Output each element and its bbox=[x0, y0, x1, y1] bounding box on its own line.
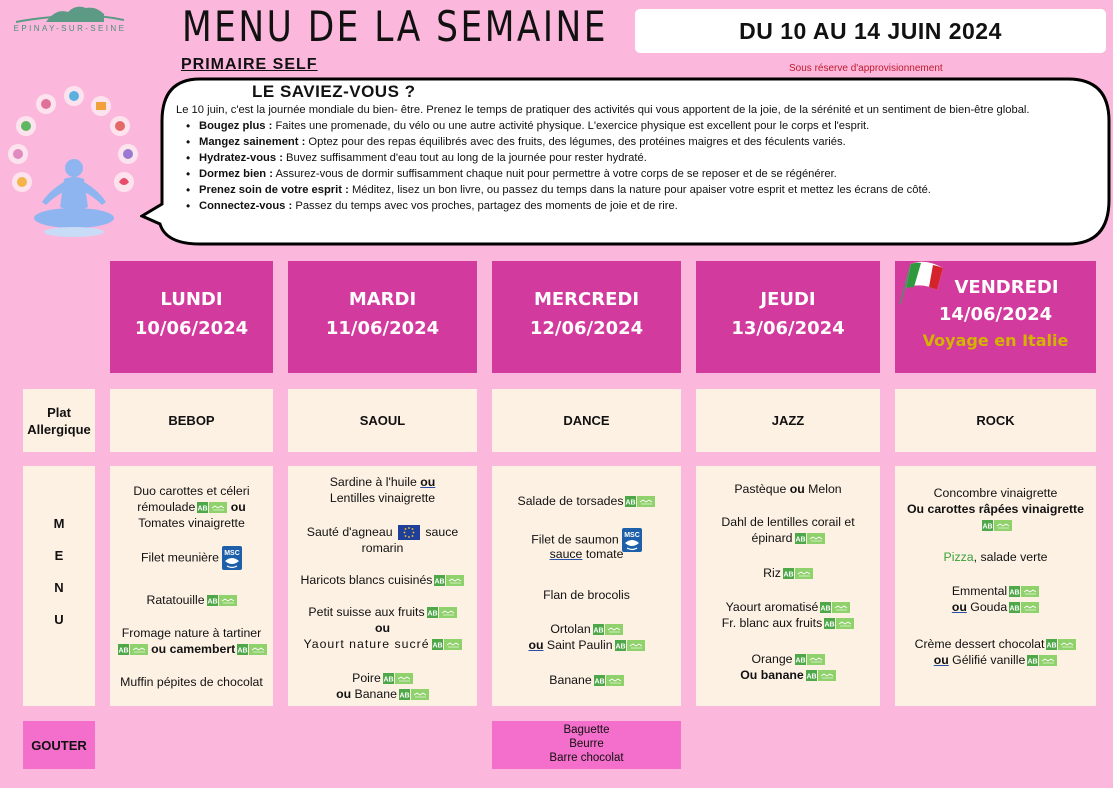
menu-item: Dahl de lentilles corail et épinard bbox=[721, 515, 855, 545]
tip-item: • Connectez-vous : Passez du temps avec vos proches, partagez des moments de joie et de rire. bbox=[186, 198, 1086, 214]
ab-organic-label-icon bbox=[625, 496, 655, 507]
day-header-lundi: LUNDI 10/06/2024 bbox=[110, 261, 273, 373]
ab-organic-label-icon bbox=[383, 673, 413, 684]
menu-item: Ortolan ou Saint Paulin bbox=[492, 621, 681, 653]
msc-label-icon bbox=[222, 546, 242, 570]
gouter-row-label: GOUTER bbox=[23, 721, 95, 769]
menu-item: Filet meunière bbox=[110, 546, 273, 570]
allergy-dish-vendredi: ROCK bbox=[895, 389, 1096, 452]
ab-organic-label-icon bbox=[432, 639, 462, 650]
menu-item: Banane bbox=[492, 672, 681, 688]
menu-item: Concombre vinaigrette Ou carottes râpées vinaigrette bbox=[895, 485, 1096, 533]
allergy-dish-mercredi: DANCE bbox=[492, 389, 681, 452]
ab-organic-label-icon bbox=[824, 618, 854, 629]
info-intro: Le 10 juin, c'est la journée mondiale du bien- être. Prenez le temps de pratiquer des activités qui vous apportent de la joie, de la sérénité et un sentiment de bien-être global. bbox=[176, 104, 1030, 116]
ab-organic-label-icon bbox=[594, 675, 624, 686]
menu-item: Sauté d'agneau sauce romarin bbox=[306, 525, 459, 556]
gouter-mercredi: Baguette Beurre Barre chocolat bbox=[492, 721, 681, 769]
ab-organic-label-icon bbox=[197, 502, 227, 513]
tip-item: • Hydratez-vous : Buvez suffisamment d'eau tout au long de la journée pour rester hydraté. bbox=[186, 150, 1086, 166]
ab-organic-label-icon bbox=[806, 670, 836, 681]
ab-organic-label-icon bbox=[237, 644, 267, 655]
ab-organic-label-icon bbox=[1027, 655, 1057, 666]
menu-mardi bbox=[288, 466, 477, 706]
menu-item: Haricots blancs cuisinés bbox=[288, 572, 477, 588]
date-range: DU 10 AU 14 JUIN 2024 bbox=[635, 9, 1106, 53]
menu-item: Filet de saumon sauce tomate bbox=[492, 528, 681, 562]
menu-mercredi bbox=[492, 466, 681, 706]
menu-item: Salade de torsades bbox=[492, 493, 681, 509]
logo-text: EPINAY-SUR-SEINE bbox=[13, 24, 127, 33]
msc-label-icon bbox=[622, 528, 642, 552]
menu-item: Duo carottes et céleri rémoulade ou Tomates vinaigrette bbox=[133, 484, 250, 530]
ab-organic-label-icon bbox=[1009, 602, 1039, 613]
ab-organic-label-icon bbox=[795, 654, 825, 665]
menu-item: Riz bbox=[696, 565, 880, 581]
menu-lundi bbox=[110, 466, 273, 706]
ab-organic-label-icon bbox=[399, 689, 429, 700]
ab-organic-label-icon bbox=[118, 644, 148, 655]
day-header-vendredi: VENDREDI 14/06/2024 Voyage en Italie bbox=[895, 261, 1096, 373]
menu-vendredi bbox=[895, 466, 1096, 706]
menu-item: Crème dessert chocolat ou Gélifié vanille bbox=[895, 636, 1096, 668]
logo-hills-icon bbox=[6, 2, 134, 24]
ab-organic-label-icon bbox=[1009, 586, 1039, 597]
ab-organic-label-icon bbox=[820, 602, 850, 613]
ab-organic-label-icon bbox=[982, 520, 1012, 531]
ab-organic-label-icon bbox=[427, 607, 457, 618]
tip-item: • Mangez sainement : Optez pour des repas équilibrés avec des fruits, des légumes, des protéines maigres et des féculents variés. bbox=[186, 134, 1086, 150]
menu-item: Yaourt aromatisé Fr. blanc aux fruits bbox=[696, 599, 880, 631]
allergy-dish-mardi: SAOUL bbox=[288, 389, 477, 452]
menu-row-label: M E N U bbox=[23, 466, 95, 706]
menu-item: Muffin pépites de chocolat bbox=[120, 675, 263, 689]
tip-item: • Dormez bien : Assurez-vous de dormir suffisamment chaque nuit pour permettre à votre corps de se reposer et de se régénérer. bbox=[186, 166, 1086, 182]
page-title: MENU DE LA SEMAINE bbox=[182, 2, 608, 51]
menu-item: Orange Ou banane bbox=[696, 651, 880, 683]
day-header-mercredi: MERCREDI 12/06/2024 bbox=[492, 261, 681, 373]
tips-list bbox=[186, 118, 1086, 214]
ab-organic-label-icon bbox=[593, 624, 623, 635]
friday-theme: Voyage en Italie bbox=[922, 331, 1069, 350]
menu-jeudi bbox=[696, 466, 880, 706]
city-logo bbox=[6, 2, 134, 36]
day-header-mardi: MARDI 11/06/2024 bbox=[288, 261, 477, 373]
allergy-row-label: Plat Allergique bbox=[23, 389, 95, 452]
menu-item: Flan de brocolis bbox=[543, 588, 630, 602]
supply-note: Sous réserve d'approvisionnement bbox=[789, 63, 943, 74]
allergy-dish-jeudi: JAZZ bbox=[696, 389, 880, 452]
menu-item: Sardine à l'huile ou Lentilles vinaigrette bbox=[329, 475, 436, 505]
menu-item: Pizza, salade verte bbox=[943, 550, 1048, 564]
ab-organic-label-icon bbox=[1046, 639, 1076, 650]
info-title: LE SAVIEZ-VOUS ? bbox=[252, 82, 416, 101]
tip-item: • Bougez plus : Faites une promenade, du vélo ou une autre activité physique. L'exercice physique est excellent pour le corps et l'esprit. bbox=[186, 118, 1086, 134]
menu-item: Emmental ou Gouda bbox=[895, 583, 1096, 615]
page-subtitle: PRIMAIRE SELF bbox=[181, 56, 318, 73]
info-bubble bbox=[140, 76, 1112, 248]
ab-organic-label-icon bbox=[207, 595, 237, 606]
menu-item: Fromage nature à tartiner ou camembert bbox=[110, 625, 273, 657]
ab-organic-label-icon bbox=[795, 533, 825, 544]
menu-item: Poire ou Banane bbox=[288, 670, 477, 702]
menu-item: Ratatouille bbox=[110, 592, 273, 608]
allergy-dish-lundi: BEBOP bbox=[110, 389, 273, 452]
day-header-jeudi: JEUDI 13/06/2024 bbox=[696, 261, 880, 373]
meditating-person-icon bbox=[34, 159, 114, 237]
italy-flag-icon bbox=[897, 258, 947, 306]
menu-item: Petit suisse aux fruits ou Yaourt nature sucré bbox=[288, 604, 477, 652]
ab-organic-label-icon bbox=[615, 640, 645, 651]
ab-organic-label-icon bbox=[783, 568, 813, 579]
eu-flag-icon bbox=[398, 525, 420, 540]
menu-item: Pastèque ou Melon bbox=[734, 482, 842, 496]
meditation-illustration bbox=[4, 82, 144, 244]
tip-item: • Prenez soin de votre esprit : Méditez, lisez un bon livre, ou passez du temps dans la nature pour apaiser votre esprit et mettez les écrans de côté. bbox=[186, 182, 1086, 198]
ab-organic-label-icon bbox=[434, 575, 464, 586]
